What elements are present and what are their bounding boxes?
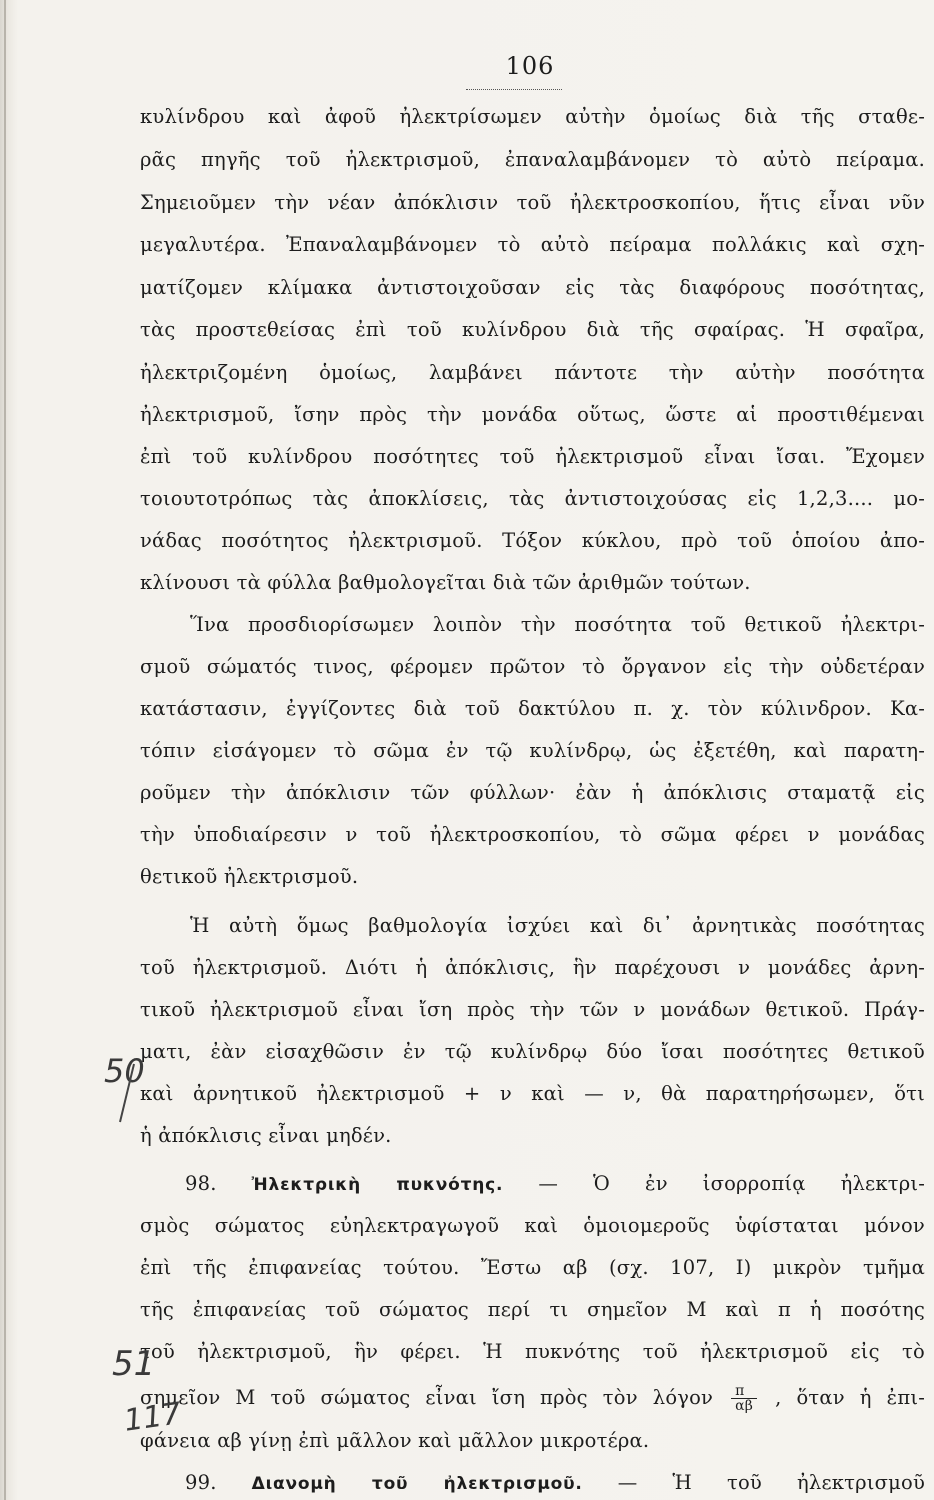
fraction-denominator: αβ (735, 1398, 754, 1414)
text-line: σμὸς σώματος εὐηλεκτραγωγοῦ καὶ ὁμοιομεροῦς ὑφίσταται μόνον (140, 1214, 925, 1237)
text-line: τοιουτοτρόπως τὰς ἀποκλίσεις, τὰς ἀντιστοιχούσας εἰς 1,2,3.... μο- (140, 487, 925, 510)
density-fraction (731, 1384, 757, 1413)
text-line: ἐπὶ τῆς ἐπιφανείας τούτου. Ἔστω αβ (σχ. 107, Ι) μικρὸν τμῆμα (140, 1256, 925, 1279)
text-line: κατάστασιν, ἐγγίζοντες διὰ τοῦ δακτύλου π. χ. τὸν κύλινδρον. Κα- (140, 697, 925, 720)
text-line: τικοῦ ἠλεκτρισμοῦ εἶναι ἴση πρὸς τὴν τῶν ν μονάδων θετικοῦ. Πράγ- (140, 998, 925, 1021)
section-99-heading-line (185, 1470, 925, 1497)
paragraph-first-line: Ἵνα προσδιορίσωμεν λοιπὸν τὴν ποσότητα τοῦ θετικοῦ ἠλεκτρι- (190, 613, 925, 636)
section-98-heading-line (185, 1171, 925, 1198)
text-line: κλίνουσι τὰ φύλλα βαθμολογεῖται διὰ τῶν ἀριθμῶν τούτων. (140, 571, 751, 594)
text-line: ματίζομεν κλίμακα ἀντιστοιχοῦσαν εἰς τὰς διαφόρους ποσότητας, (140, 276, 925, 299)
text-line: ἠλεκτριζομένη ὁμοίως, λαμβάνει πάντοτε τὴν αὐτὴν ποσότητα (140, 361, 925, 384)
text-line: ἠλεκτρισμοῦ, ἴσην πρὸς τὴν μονάδα οὕτως, ὥστε αἱ προστιθέμεναι (140, 403, 925, 426)
page-number-rule (466, 89, 562, 90)
section-98-title: Ἠλεκτρικὴ πυκνότης. (251, 1175, 504, 1195)
text-line: φάνεια αβ γίνῃ ἐπὶ μᾶλλον καὶ μᾶλλον μικροτέρα. (140, 1429, 650, 1452)
fraction-line (140, 1384, 925, 1413)
text-line: τοῦ ἠλεκτρισμοῦ, ἣν φέρει. Ἡ πυκνότης τοῦ ἠλεκτρισμοῦ εἰς τὸ (140, 1340, 925, 1363)
section-98-heading-rest: — Ὁ ἐν ἰσορροπίᾳ ἠλεκτρι- (538, 1172, 925, 1195)
section-99-title: Διανομὴ τοῦ ἠλεκτρισμοῦ. (251, 1474, 583, 1494)
text-line: ροῦμεν τὴν ἀπόκλισιν τῶν φύλλων· ἐὰν ἡ ἀπόκλισις σταματᾷ εἰς (140, 781, 925, 804)
page-spine-edge (4, 0, 6, 1500)
paragraph-first-line: Ἡ αὐτὴ ὅμως βαθμολογία ἰσχύει καὶ δι᾽ ἀρνητικὰς ποσότητας (190, 914, 925, 937)
text-line: καὶ ἀρνητικοῦ ἠλεκτρισμοῦ + ν καὶ — ν, θὰ παρατηρήσωμεν, ὅτι (140, 1082, 925, 1105)
text-line: μεγαλυτέρα. Ἐπαναλαμβάνομεν τὸ αὐτὸ πείραμα πολλάκις καὶ σχη- (140, 233, 925, 256)
text-line: ματι, ἐὰν εἰσαχθῶσιν ἐν τῷ κυλίνδρῳ δύο ἴσαι ποσότητες θετικοῦ (140, 1040, 925, 1063)
text-line: σμοῦ σώματός τινος, φέρομεν πρῶτον τὸ ὄργανον εἰς τὴν οὐδετέραν (140, 655, 925, 678)
text-line: θετικοῦ ἠλεκτρισμοῦ. (140, 865, 359, 888)
handwritten-note-117: 117 (121, 1396, 184, 1439)
section-99-number: 99. (185, 1471, 217, 1494)
section-98-number: 98. (185, 1172, 217, 1195)
section-99-heading-rest: — Ἡ τοῦ ἠλεκτρισμοῦ (617, 1471, 926, 1494)
text-line: κυλίνδρου καὶ ἀφοῦ ἠλεκτρίσωμεν αὐτὴν ὁμοίως διὰ τῆς σταθε- (140, 105, 925, 128)
text-line: τὰς προστεθείσας ἐπὶ τοῦ κυλίνδρου διὰ τῆς σφαίρας. Ἡ σφαῖρα, (140, 318, 925, 341)
fraction-line-tail: , ὅταν ἡ ἐπι- (775, 1386, 925, 1409)
text-line: τῆς ἐπιφανείας τοῦ σώματος περί τι σημεῖον Μ καὶ π ἡ ποσότης (140, 1298, 925, 1321)
handwritten-note-50: 50 (104, 1052, 145, 1090)
fraction-line-lead: σημεῖον Μ τοῦ σώματος εἶναι ἴση πρὸς τὸν λόγον (140, 1386, 714, 1409)
text-line: ἡ ἀπόκλισις εἶναι μηδέν. (140, 1124, 392, 1147)
text-line: ἐπὶ τοῦ κυλίνδρου ποσότητες τοῦ ἠλεκτρισμοῦ εἶναι ἴσαι. Ἔχομεν (140, 445, 925, 468)
handwritten-slash-mark (110, 1060, 140, 1126)
text-line: τοῦ ἠλεκτρισμοῦ. Διότι ἡ ἀπόκλισις, ἣν παρέχουσι ν μονάδες ἀρνη- (140, 956, 925, 979)
text-line: Σημειοῦμεν τὴν νέαν ἀπόκλισιν τοῦ ἠλεκτροσκοπίου, ἥτις εἶναι νῦν (140, 191, 925, 214)
fraction-numerator: π (731, 1384, 757, 1399)
text-line: ρᾶς πηγῆς τοῦ ἠλεκτρισμοῦ, ἐπαναλαμβάνομεν τὸ αὐτὸ πείραμα. (140, 148, 925, 171)
page-number: 106 (505, 52, 555, 80)
text-line: νάδας ποσότητος ἠλεκτρισμοῦ. Τόξον κύκλου, πρὸ τοῦ ὁποίου ἀπο- (140, 529, 925, 552)
handwritten-note-51: 51 (112, 1344, 156, 1384)
text-line: τὴν ὑποδιαίρεσιν ν τοῦ ἠλεκτροσκοπίου, τὸ σῶμα φέρει ν μονάδας (140, 823, 925, 846)
text-line: τόπιν εἰσάγομεν τὸ σῶμα ἐν τῷ κυλίνδρῳ, ὡς ἐξετέθη, καὶ παρατη- (140, 739, 925, 762)
